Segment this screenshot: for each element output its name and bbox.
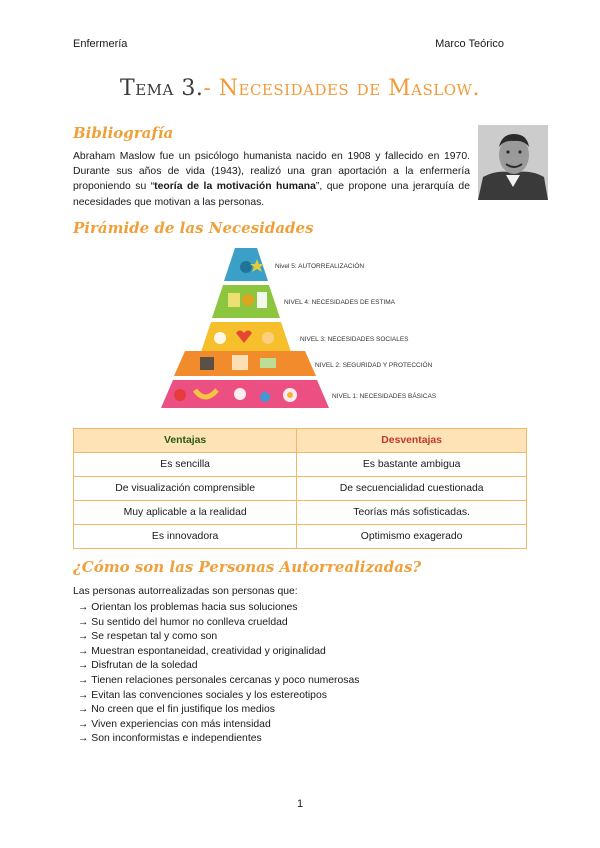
table-cell: De secuencialidad cuestionada [297, 477, 527, 501]
table-cell: Es bastante ambigua [297, 453, 527, 477]
list-item: → Disfrutan de la soledad [78, 659, 359, 674]
list-item: → Tienen relaciones personales cercanas y poco numerosas [78, 674, 359, 689]
pyramid-level-3 [200, 322, 409, 355]
header-right: Marco Teórico [435, 38, 504, 50]
pyramid-label-5: Nivel 5: AUTORREALIZACIÓN [275, 263, 365, 270]
bio-text-after: ”, que propone una jerarquía de necesidades que motivan a las personas. [73, 181, 470, 208]
list-item: → Viven experiencias con más intensidad [78, 718, 359, 733]
title-part1: Tema 3. [120, 76, 204, 101]
bio-text-before: Abraham Maslow fue un psicólogo humanista nacido en 1908 y fallecido en 1970. Durante sus años de vida (1943), realizó una gran aportación a la enfermería proponiendo su “ [73, 151, 470, 193]
bibliografia-text [73, 149, 470, 210]
header-ventajas: Ventajas [74, 429, 297, 453]
autorrealizadas-intro: Las personas autorrealizadas son personas que: [73, 586, 298, 597]
pyramid-label-2: NIVEL 2: SEGURIDAD Y PROTECCIÓN [315, 362, 433, 369]
pyramid-label-4: NIVEL 4: NECESIDADES DE ESTIMA [284, 299, 396, 306]
list-item: → No creen que el fin justifique los medios [78, 703, 359, 718]
maslow-portrait-image [478, 125, 548, 200]
table-header-row [74, 429, 527, 453]
autorrealizadas-list [78, 601, 359, 747]
table-row [74, 525, 527, 549]
table-cell: De visualización comprensible [74, 477, 297, 501]
title-part2: - Necesidades de Maslow. [203, 76, 480, 101]
table-cell: Teorías más sofisticadas. [297, 501, 527, 525]
bibliografia-heading: Bibliografía [73, 124, 174, 142]
list-item: → Se respetan tal y como son [78, 630, 359, 645]
page-number: 1 [296, 798, 304, 810]
pyramid-label-3: NIVEL 3: NECESIDADES SOCIALES [300, 336, 409, 343]
bio-bold: teoría de la motivación humana [154, 181, 316, 193]
list-item: → Son inconformistas e independientes [78, 732, 359, 747]
table-cell: Optimismo exagerado [297, 525, 527, 549]
table-cell: Es sencilla [74, 453, 297, 477]
pyramid-label-1: NIVEL 1: NECESIDADES BÁSICAS [332, 393, 437, 400]
autorrealizadas-heading: ¿Cómo son las Personas Autorrealizadas? [73, 558, 422, 576]
ventajas-desventajas-table [73, 428, 527, 549]
maslow-pyramid [140, 245, 460, 410]
header-left: Enfermería [73, 38, 128, 50]
list-item: → Su sentido del humor no conlleva crueldad [78, 616, 359, 631]
page-title [0, 76, 600, 101]
piramide-heading: Pirámide de las Necesidades [73, 219, 314, 237]
list-item: → Evitan las convenciones sociales y los estereotipos [78, 689, 359, 704]
table-row [74, 501, 527, 525]
header-desventajas: Desventajas [297, 429, 527, 453]
table-row [74, 477, 527, 501]
list-item: → Muestran espontaneidad, creatividad y originalidad [78, 645, 359, 660]
table-row [74, 453, 527, 477]
list-item: → Orientan los problemas hacia sus soluciones [78, 601, 359, 616]
table-cell: Muy aplicable a la realidad [74, 501, 297, 525]
table-cell: Es innovadora [74, 525, 297, 549]
